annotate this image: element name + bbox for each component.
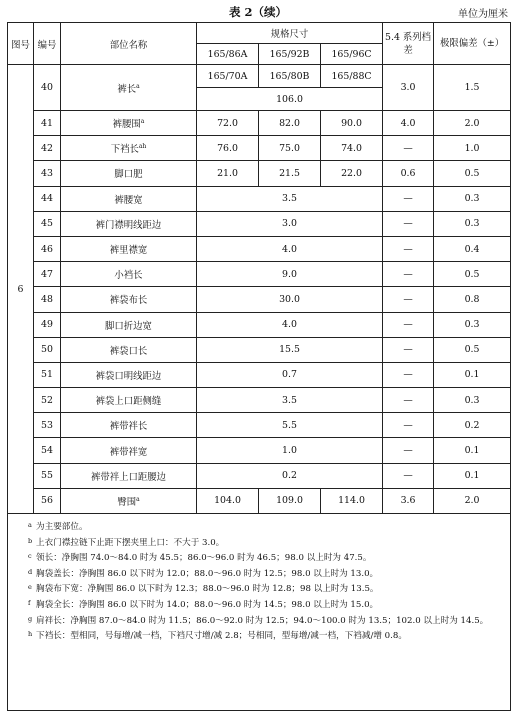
tolerance: 0.4: [434, 236, 511, 261]
footnote: d 胸袋盖长：净胸围 86.0 以下时为 12.0；88.0～96.0 时为 12.5；98.0 以上时为 13.0。: [28, 567, 379, 579]
footnote: e 胸袋布下宽：净胸围 86.0 以下时为 12.3；88.0～96.0 时为 12.8；98 以上时为 13.5。: [28, 583, 379, 595]
tolerance: 1.0: [434, 136, 511, 161]
footnote: h 下裆长：型相同，号每增/减一档，下裆尺寸增/减 2.8；号相同，型每增/减一档，下裆减/增 0.8。: [28, 630, 407, 642]
spec-value-c: 90.0: [321, 111, 383, 136]
table-row: [8, 211, 511, 236]
row-number: 50: [34, 337, 61, 362]
header-number: 编号: [34, 23, 61, 65]
tolerance: 2.0: [434, 488, 511, 513]
series-grade: —: [383, 287, 434, 312]
spec-value: 4.0: [197, 236, 383, 261]
spec-value: 0.2: [197, 463, 383, 488]
row-number: 40: [34, 65, 61, 111]
tolerance: 0.3: [434, 312, 511, 337]
tolerance: 0.2: [434, 413, 511, 438]
table-row: [8, 111, 511, 136]
footnote: c 领长：净胸围 74.0～84.0 时为 45.5；86.0～96.0 时为 46.5；98.0 以上时为 47.5。: [28, 552, 372, 564]
series-grade: —: [383, 211, 434, 236]
figure-number: 6: [8, 65, 34, 514]
series-grade: —: [383, 388, 434, 413]
tolerance: 0.5: [434, 337, 511, 362]
row-number: 44: [34, 186, 61, 211]
tolerance: 0.1: [434, 362, 511, 387]
spec-value-a: 21.0: [197, 161, 259, 186]
spec-value: 15.5: [197, 337, 383, 362]
table-row: [8, 337, 511, 362]
row-number: 43: [34, 161, 61, 186]
series-grade: 3.0: [383, 65, 434, 111]
part-name: 裤带袢长: [61, 413, 197, 438]
series-grade: —: [383, 312, 434, 337]
spec-value: 4.0: [197, 312, 383, 337]
part-name: 裤腰宽: [61, 186, 197, 211]
part-name: 裤腰围$^a$: [61, 111, 197, 136]
header-part-name: 部位名称: [61, 23, 197, 65]
series-grade: —: [383, 136, 434, 161]
series-grade: —: [383, 463, 434, 488]
row-number: 51: [34, 362, 61, 387]
row-number: 53: [34, 413, 61, 438]
table-row: [8, 136, 511, 161]
series-grade: 0.6: [383, 161, 434, 186]
spec-value: 9.0: [197, 262, 383, 287]
footnote: b 上衣门襟拉链下止距下摆夹里上口：不大于 3.0。: [28, 536, 225, 548]
tolerance: 0.1: [434, 438, 511, 463]
series-grade: —: [383, 186, 434, 211]
spec-value: 106.0: [197, 88, 383, 111]
spec-size-c: 165/88C: [321, 65, 383, 88]
spec-value-b: 82.0: [259, 111, 321, 136]
series-grade: —: [383, 236, 434, 261]
spec-value-c: 74.0: [321, 136, 383, 161]
part-name: 脚口肥: [61, 161, 197, 186]
row-number: 54: [34, 438, 61, 463]
table-row: [8, 312, 511, 337]
series-grade: —: [383, 413, 434, 438]
row-number: 42: [34, 136, 61, 161]
unit-label: 单位为厘米: [458, 9, 508, 20]
table-row: [8, 413, 511, 438]
part-name: 臀围$^a$: [61, 488, 197, 513]
header-figure: 图号: [8, 23, 34, 65]
row-number: 49: [34, 312, 61, 337]
spec-value: 3.0: [197, 211, 383, 236]
spec-value-b: 75.0: [259, 136, 321, 161]
row-number: 41: [34, 111, 61, 136]
tolerance: 0.3: [434, 186, 511, 211]
series-grade: —: [383, 337, 434, 362]
table-row: [8, 362, 511, 387]
part-name: 裤带袢宽: [61, 438, 197, 463]
table-row: [8, 186, 511, 211]
table-caption: [0, 4, 516, 20]
tolerance: 1.5: [434, 65, 511, 111]
part-name: 下裆长$^{ah}$: [61, 136, 197, 161]
row-number: 45: [34, 211, 61, 236]
tolerance: 0.1: [434, 463, 511, 488]
footnote: g 肩袢长：净胸围 87.0～84.0 时为 11.5；86.0～92.0 时为 12.5；94.0～100.0 时为 13.5；102.0 以上时为 14.5。: [28, 614, 489, 626]
spec-value-a: 104.0: [197, 488, 259, 513]
spec-size-a: 165/86A: [197, 44, 259, 65]
tolerance: 0.3: [434, 211, 511, 236]
part-name: 裤袋口明线距边: [61, 362, 197, 387]
spec-value-b: 109.0: [259, 488, 321, 513]
table-row: [8, 463, 511, 488]
spec-value: 30.0: [197, 287, 383, 312]
tolerance: 0.3: [434, 388, 511, 413]
spec-value: 3.5: [197, 186, 383, 211]
series-grade: 4.0: [383, 111, 434, 136]
part-name: 裤袋口长: [61, 337, 197, 362]
footnote: f 胸袋全长：净胸围 86.0 以下时为 14.0；88.0～96.0 时为 14.5；98.0 以上时为 15.0。: [28, 598, 379, 610]
row-number: 56: [34, 488, 61, 513]
header-tolerance: 极限偏差（±）: [434, 23, 511, 65]
row-number: 47: [34, 262, 61, 287]
spec-size-c: 165/96C: [321, 44, 383, 65]
part-name: 小裆长: [61, 262, 197, 287]
table-row: [8, 388, 511, 413]
header-series: 5.4 系列档差: [383, 23, 434, 65]
part-name: 裤带袢上口距腰边: [61, 463, 197, 488]
notes-block: [8, 514, 511, 711]
part-name: 裤门襟明线距边: [61, 211, 197, 236]
spec-value-a: 72.0: [197, 111, 259, 136]
tolerance: 2.0: [434, 111, 511, 136]
tolerance: 0.5: [434, 262, 511, 287]
row-number: 55: [34, 463, 61, 488]
row-number: 52: [34, 388, 61, 413]
part-name: 裤里襟宽: [61, 236, 197, 261]
spec-value: 0.7: [197, 362, 383, 387]
spec-size-b: 165/80B: [259, 65, 321, 88]
spec-value: 3.5: [197, 388, 383, 413]
part-name: 裤袋上口距侧缝: [61, 388, 197, 413]
table-row: [8, 488, 511, 513]
series-grade: 3.6: [383, 488, 434, 513]
header-spec: 规格尺寸: [197, 23, 383, 44]
table-row: [8, 161, 511, 186]
spec-size-a: 165/70A: [197, 65, 259, 88]
series-grade: —: [383, 262, 434, 287]
table-row: [8, 262, 511, 287]
table-row: [8, 438, 511, 463]
part-name: 裤长$^a$: [61, 65, 197, 111]
series-grade: —: [383, 438, 434, 463]
footnote: a 为主要部位。: [28, 521, 88, 532]
series-grade: —: [383, 362, 434, 387]
table-row: [8, 287, 511, 312]
row-number: 48: [34, 287, 61, 312]
spec-value: 5.5: [197, 413, 383, 438]
row-number: 46: [34, 236, 61, 261]
table-title: 表 2（续）: [228, 5, 287, 19]
spec-value-a: 76.0: [197, 136, 259, 161]
table-row: [8, 236, 511, 261]
spec-value-c: 22.0: [321, 161, 383, 186]
spec-size-b: 165/92B: [259, 44, 321, 65]
part-name: 裤袋布长: [61, 287, 197, 312]
part-name: 脚口折边宽: [61, 312, 197, 337]
size-spec-table: [7, 22, 511, 711]
spec-value-b: 21.5: [259, 161, 321, 186]
spec-value: 1.0: [197, 438, 383, 463]
spec-value-c: 114.0: [321, 488, 383, 513]
tolerance: 0.8: [434, 287, 511, 312]
tolerance: 0.5: [434, 161, 511, 186]
